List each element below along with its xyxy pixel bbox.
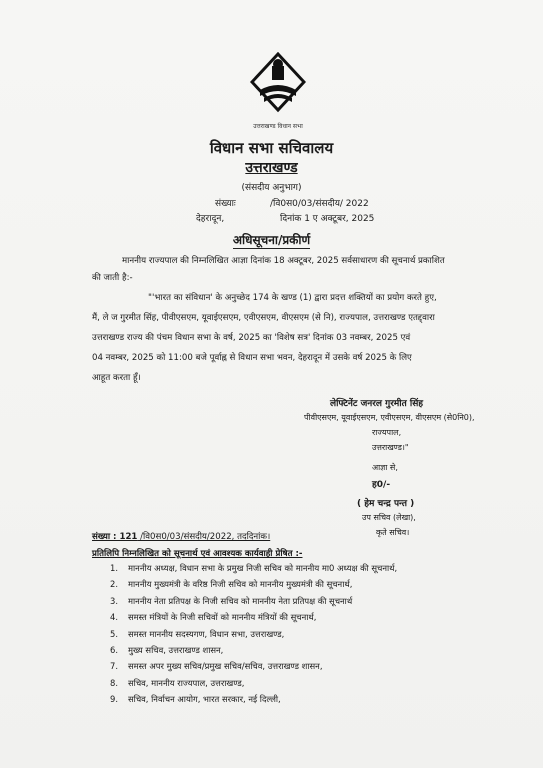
assembly-emblem-icon: [250, 52, 306, 122]
list-item: 2. माननीय मुख्यमंत्री के वरिष्ठ निजी सचिव को माननीय मुख्यमंत्री की सूचनार्थ,: [110, 579, 353, 590]
order-line-1: "'भारत का संविधान' के अनुच्छेद 174 के खण्ड (1) द्वारा प्रदत्त शक्तियों का प्रयोग करते हुए,: [148, 293, 437, 303]
list-item: 7. समस्त अपर मुख्य सचिव/प्रमुख सचिव/सचिव, उत्तराखण्ड शासन,: [110, 661, 323, 672]
order-line-4: 04 नवम्बर, 2025 को 11:00 बजे पूर्वाह्न से विधान सभा भवन, देहरादून में उसके वर्ष 2025 के लिए: [92, 353, 412, 363]
number-value: /वि0स0/03/संसदीय/ 2022: [270, 199, 369, 209]
order-line-5: आहूत करता हूँ।: [92, 373, 141, 383]
emblem-caption: उत्तराखण्ड विधान सभा: [253, 123, 303, 130]
list-item: 6. मुख्य सचिव, उत्तराखण्ड शासन,: [110, 644, 224, 655]
list-item: 1. माननीय अध्यक्ष, विधान सभा के प्रमुख निजी सचिव को माननीय मा0 अध्यक्ष की सूचनार्थ,: [110, 563, 398, 573]
section-name: (संसदीय अनुभाग): [241, 183, 302, 193]
reference-number: संख्या : 121: [92, 532, 138, 542]
reference-line: [92, 530, 270, 542]
recipient-list: [110, 563, 397, 711]
list-item: 4. समस्त मंत्रियों के निजी सचिवों को माननीय मंत्रियों की सूचनार्थ,: [110, 612, 317, 623]
notice-title: अधिसूचना/प्रकीर्ण: [232, 233, 311, 247]
list-item: 3. माननीय नेता प्रतिपक्ष के निजी सचिव को माननीय नेता प्रतिपक्ष की सूचनार्थ: [110, 595, 353, 606]
number-label: संख्याः: [215, 199, 236, 209]
intro-line-1: माननीय राज्यपाल की निम्नलिखित आज्ञा दिनांक 18 अक्टूबर, 2025 सर्वसाधारण की सूचनार्थ प्रकाशित: [122, 256, 445, 266]
order-line-3: उत्तराखण्ड राज्य की पंचम विधान सभा के वर्ष, 2025 का 'विशेष सत्र' दिनांक 03 नवम्बर, 2025 एवं: [92, 333, 411, 343]
officer-name: ( हेम चन्द्र पन्त ): [357, 499, 415, 509]
reference-rest: /वि0स0/03/संसदीय/2022, तददिनांक।: [137, 532, 271, 542]
by-order-text: आज्ञा से,: [372, 463, 398, 472]
list-item: 5. समस्त माननीय सदस्यगण, विधान सभा, उत्तराखण्ड,: [110, 628, 285, 639]
governor-honours: पीवीएसएम, यूवाईएसएम, एवीएसएम, वीएसएम (से0नि0),: [304, 413, 475, 422]
officer-for-secretary: कृते सचिव।: [376, 528, 410, 537]
intro-line-2: की जाती है:-: [92, 273, 133, 283]
order-line-2: मैं, ले ज गुरमीत सिंह, पीवीएसएम, यूवाईएसएम, एवीएसएम, वीएसएम (से नि), राज्यपाल, उत्तराखण्ड एतद्द्वारा: [92, 313, 435, 323]
place-label: देहरादून,: [196, 214, 225, 224]
list-item: 9. सचिव, निर्वाचन आयोग, भारत सरकार, नई दिल्ली,: [110, 694, 281, 705]
governor-title: राज्यपाल,: [372, 428, 402, 437]
governor-state: उत्तराखण्ड।": [372, 443, 409, 452]
date-value: दिनांक 1 ए अक्टूबर, 2025: [280, 214, 375, 224]
copy-heading: प्रतिलिपि निम्नलिखित को सूचनार्थ एवं आवश्यक कार्यवाही प्रेषित :-: [92, 549, 303, 559]
office-name: विधान सभा सचिवालय: [209, 139, 334, 157]
governor-name: लेफ्टिनेंट जनरल गुरमीत सिंह: [330, 399, 424, 409]
signed-mark: ह0/-: [372, 480, 391, 490]
list-item: 8. सचिव, माननीय राज्यपाल, उत्तराखण्ड,: [110, 677, 245, 688]
officer-designation: उप सचिव (लेखा),: [362, 513, 416, 522]
state-name: उत्तराखण्ड: [245, 160, 298, 176]
